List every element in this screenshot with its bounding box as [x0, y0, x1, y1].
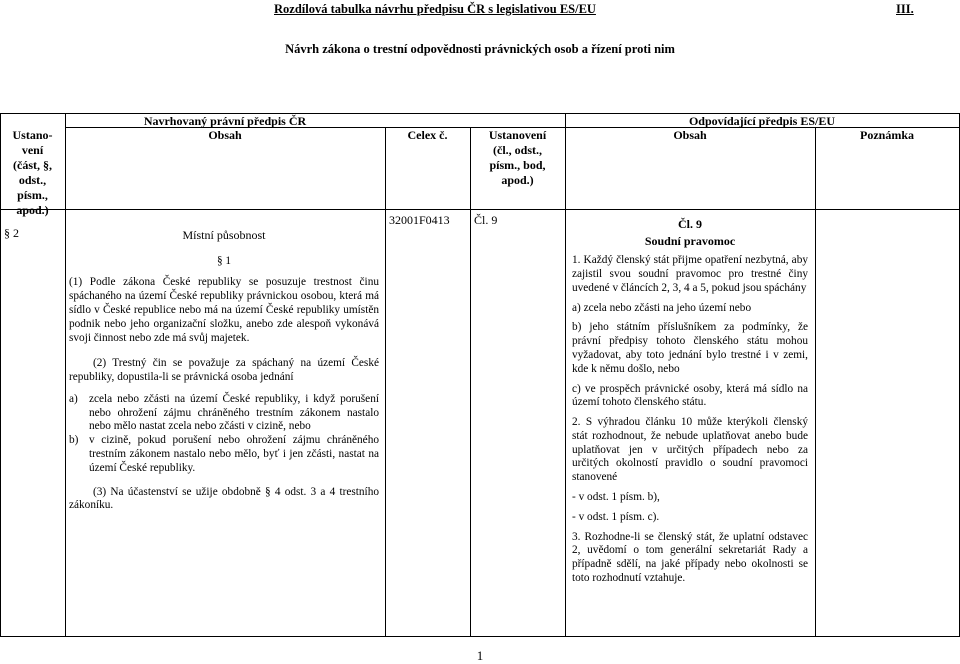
eu-heading: Soudní pravomoc — [644, 233, 736, 248]
col-header-celex: Celex č. — [407, 128, 448, 142]
col-header-obsah: Obsah — [208, 128, 242, 142]
col-border-3 — [470, 127, 471, 637]
table-bottom-border — [0, 636, 960, 637]
col-border-4 — [565, 113, 566, 637]
section-title: Místní působnost — [182, 228, 266, 242]
group-header-cr: Navrhovaný právní předpis ČR — [143, 114, 307, 128]
document-title: Rozdílová tabulka návrhu předpisu ČR s legislativou ES/EU — [274, 2, 596, 16]
group-header-eu: Odpovídající předpis ES/EU — [688, 114, 836, 128]
col-border-5 — [815, 127, 816, 637]
eu-reference: Čl. 9 — [474, 213, 498, 227]
list-item-text: zcela nebo zčásti na území České republiky, i když porušení nebo ohrožení zájmu chráněného trestním zákonem nastalo nebo mělo nastat zcela nebo zčásti v cizině, nebo — [89, 392, 379, 433]
cz-content — [69, 214, 379, 513]
eu-paragraph: 1. Každý členský stát přijme opatření nezbytná, aby zajistil svou soudní pravomoc pro trestné činy uvedené v článcích 2, 3, 4 a 5, pokud jsou spáchány — [572, 254, 808, 294]
col-border-1 — [65, 113, 66, 637]
eu-article: Čl. 9 — [678, 217, 702, 231]
list-item-text: v cizině, pokud porušení nebo ohrožení zájmu chráněného trestním zákonem nastalo nebo mělo, byť i jen zčásti, nastat na území České republiky. — [89, 434, 379, 474]
document-subtitle: Návrh zákona o trestní odpovědnosti právnických osob a řízení proti nim — [285, 42, 675, 56]
eu-paragraph: - v odst. 1 písm. b), — [572, 490, 660, 503]
list-item-a — [69, 393, 379, 434]
list-item-key: b) — [69, 434, 79, 447]
eu-paragraph: 3. Rozhodne-li se členský stát, že uplatní odstavec 2, uvědomí o tom generální sekretariát Rady a případně sdělí, na jaké případy nebo okolnosti se toto rozhodnutí vztahuje. — [572, 530, 808, 584]
eu-paragraph: c) ve prospěch právnické osoby, která má sídlo na území tohoto členského státu. — [572, 382, 808, 409]
section-mark: § 1 — [216, 254, 232, 267]
col-header-poznamka: Poznámka — [860, 128, 914, 142]
col-header-ustanoveni-eu: Ustanovení (čl., odst., písm., bod, apod.) — [488, 128, 547, 187]
header-bottom-border — [0, 209, 960, 210]
paragraph-3: (3) Na účastenství se užije obdobně § 4 odst. 3 a 4 trestního zákoníku. — [69, 485, 379, 512]
col-border-2 — [385, 127, 386, 637]
eu-paragraph: b) jeho státním příslušníkem za podmínky, že právní předpisy tohoto členského státu mohou vyžadovat, aby toto jednání bylo trestné i v zemi, kde k němu došlo, nebo — [572, 321, 808, 375]
paragraph-2: (2) Trestný čin se považuje za spáchaný na území České republiky, dopustila-li se právnická osoba jednání — [69, 357, 379, 384]
eu-paragraph: 2. S výhradou článku 10 může kterýkoli členský stát rozhodnout, že nebude uplatňovat anebo bude uplatňovat jen v určitých případech nebo za určitých okolností pravidlo o soudní pravomoci stanovené — [572, 416, 808, 484]
list-item-b — [69, 434, 379, 475]
paragraph-1: (1) Podle zákona České republiky se posuzuje trestnost činu spáchaného na území České republiky právnickou osobou, která má sídlo v České republice nebo má na území České republiky umístěn podnik nebo jeho organizační složku, anebo zde alespoň vykonává svoji činnost nebo zde má svůj majetek. — [69, 276, 379, 344]
celex-number: 32001F0413 — [389, 213, 450, 227]
eu-content — [572, 217, 808, 586]
list-item-key: a) — [69, 392, 78, 405]
document-number: III. — [896, 2, 914, 16]
eu-paragraph: a) zcela nebo zčásti na jeho území nebo — [572, 301, 752, 314]
col-header-ustanoveni: Ustano- vení (část, §, odst., písm., apod.) — [12, 128, 53, 217]
section-reference: § 2 — [4, 226, 19, 240]
eu-paragraph: - v odst. 1 písm. c). — [572, 510, 660, 523]
col-header-obsah-eu: Obsah — [673, 128, 707, 142]
page-number: 1 — [476, 648, 484, 663]
